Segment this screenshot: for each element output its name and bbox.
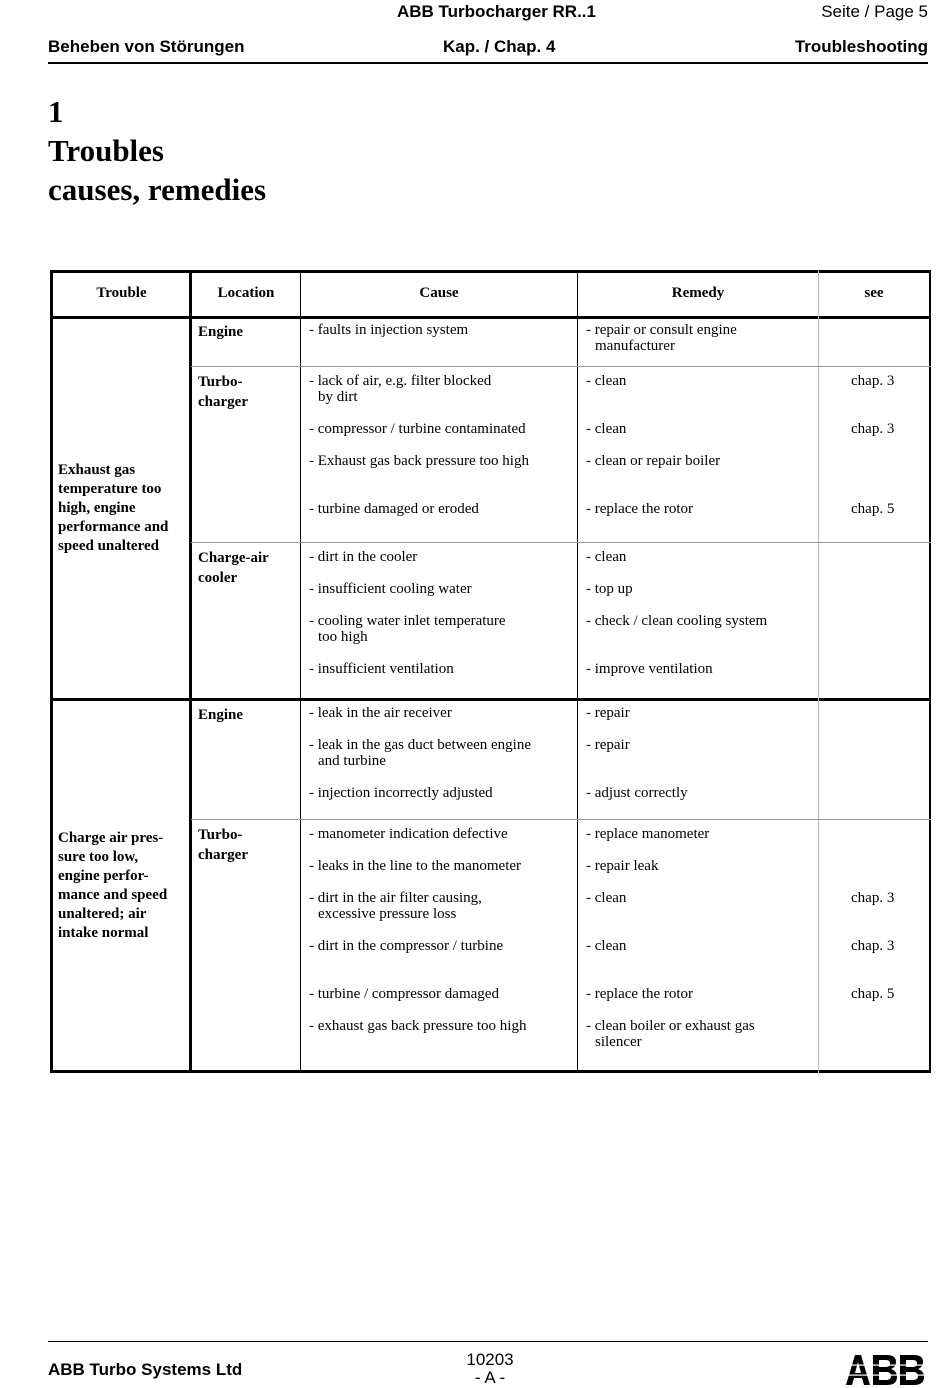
document-title: ABB Turbocharger RR..1 xyxy=(397,2,596,21)
location-turbocharger: Turbo- charger xyxy=(198,374,248,410)
cause-text: - faults in injection system xyxy=(309,322,469,338)
location-engine: Engine xyxy=(198,707,244,723)
header-rule xyxy=(48,62,928,64)
cause-text: - injection incorrectly adjusted xyxy=(309,785,493,801)
see-reference: chap. 3 xyxy=(851,421,895,437)
cause-text: - Exhaust gas back pressure too high xyxy=(309,453,529,469)
see-reference: chap. 3 xyxy=(851,373,895,389)
location-engine: Engine xyxy=(198,324,244,340)
cause-text: - manometer indication defective xyxy=(309,826,508,842)
section-name-german: Beheben von Störungen xyxy=(48,37,245,56)
remedy-text: - clean or repair boiler xyxy=(586,453,721,469)
column-header-see: see xyxy=(864,285,884,301)
cause-text: - dirt in the air filter causing, excessive pressure loss xyxy=(309,890,482,922)
document-number: 10203 - A - xyxy=(466,1350,514,1387)
remedy-text: - repair xyxy=(586,705,630,721)
footer-rule xyxy=(48,1341,928,1342)
cause-text: - turbine / compressor damaged xyxy=(309,986,499,1002)
section-title-line-2: causes, remedies xyxy=(48,172,267,207)
see-reference: chap. 3 xyxy=(851,938,895,954)
column-header-location: Location xyxy=(217,285,275,301)
see-reference: chap. 5 xyxy=(851,501,895,517)
see-reference: chap. 5 xyxy=(851,986,895,1002)
cause-text: - insufficient cooling water xyxy=(309,581,472,597)
cause-text: - turbine damaged or eroded xyxy=(309,501,479,517)
remedy-text: - top up xyxy=(586,581,633,597)
remedy-text: - clean xyxy=(586,549,627,565)
trouble-exhaust-gas-temperature: Exhaust gas temperature too high, engine performance and speed unaltered xyxy=(58,462,169,554)
cause-text: - dirt in the cooler xyxy=(309,549,418,565)
remedy-text: - clean xyxy=(586,938,627,954)
remedy-text: - repair or consult engine manufacturer xyxy=(586,322,737,354)
column-header-remedy: Remedy xyxy=(671,285,725,301)
remedy-text: - repair leak xyxy=(586,858,659,874)
remedy-text: - clean boiler or exhaust gas silencer xyxy=(586,1018,755,1050)
remedy-text: - adjust correctly xyxy=(586,785,688,801)
remedy-text: - clean xyxy=(586,890,627,906)
cause-text: - leak in the gas duct between engine and turbine xyxy=(309,737,531,769)
location-turbocharger: Turbo- charger xyxy=(198,827,248,863)
section-number: 1 xyxy=(48,94,64,129)
cause-text: - lack of air, e.g. filter blocked by dirt xyxy=(309,373,492,405)
see-reference: chap. 3 xyxy=(851,890,895,906)
column-header-cause: Cause xyxy=(419,285,459,301)
section-title xyxy=(48,92,266,209)
remedy-text: - replace manometer xyxy=(586,826,710,842)
section-title-line-1: Troubles xyxy=(48,133,164,168)
cause-text: - leak in the air receiver xyxy=(309,705,452,721)
abb-logo xyxy=(844,1354,926,1386)
remedy-text: - replace the rotor xyxy=(586,501,694,517)
remedy-text: - clean xyxy=(586,421,627,437)
company-name: ABB Turbo Systems Ltd xyxy=(48,1360,243,1379)
remedy-text: - replace the rotor xyxy=(586,986,694,1002)
remedy-text: - repair xyxy=(586,737,630,753)
trouble-charge-air-pressure: Charge air pres- sure too low, engine perfor- mance and speed unaltered; air intake normal xyxy=(58,830,168,941)
page-number: Seite / Page 5 xyxy=(821,2,928,21)
cause-text: - compressor / turbine contaminated xyxy=(309,421,526,437)
cause-text: - leaks in the line to the manometer xyxy=(309,858,522,874)
location-charge-air-cooler: Charge-air cooler xyxy=(198,550,269,586)
remedy-text: - clean xyxy=(586,373,627,389)
section-name-english: Troubleshooting xyxy=(794,37,928,56)
cause-text: - exhaust gas back pressure too high xyxy=(309,1018,527,1034)
chapter-label: Kap. / Chap. 4 xyxy=(443,37,556,56)
cause-text: - cooling water inlet temperature too high xyxy=(309,613,506,645)
column-header-trouble: Trouble xyxy=(96,285,147,301)
cause-text: - dirt in the compressor / turbine xyxy=(309,938,504,954)
cause-text: - insufficient ventilation xyxy=(309,661,454,677)
remedy-text: - improve ventilation xyxy=(586,661,713,677)
remedy-text: - check / clean cooling system xyxy=(586,613,768,629)
